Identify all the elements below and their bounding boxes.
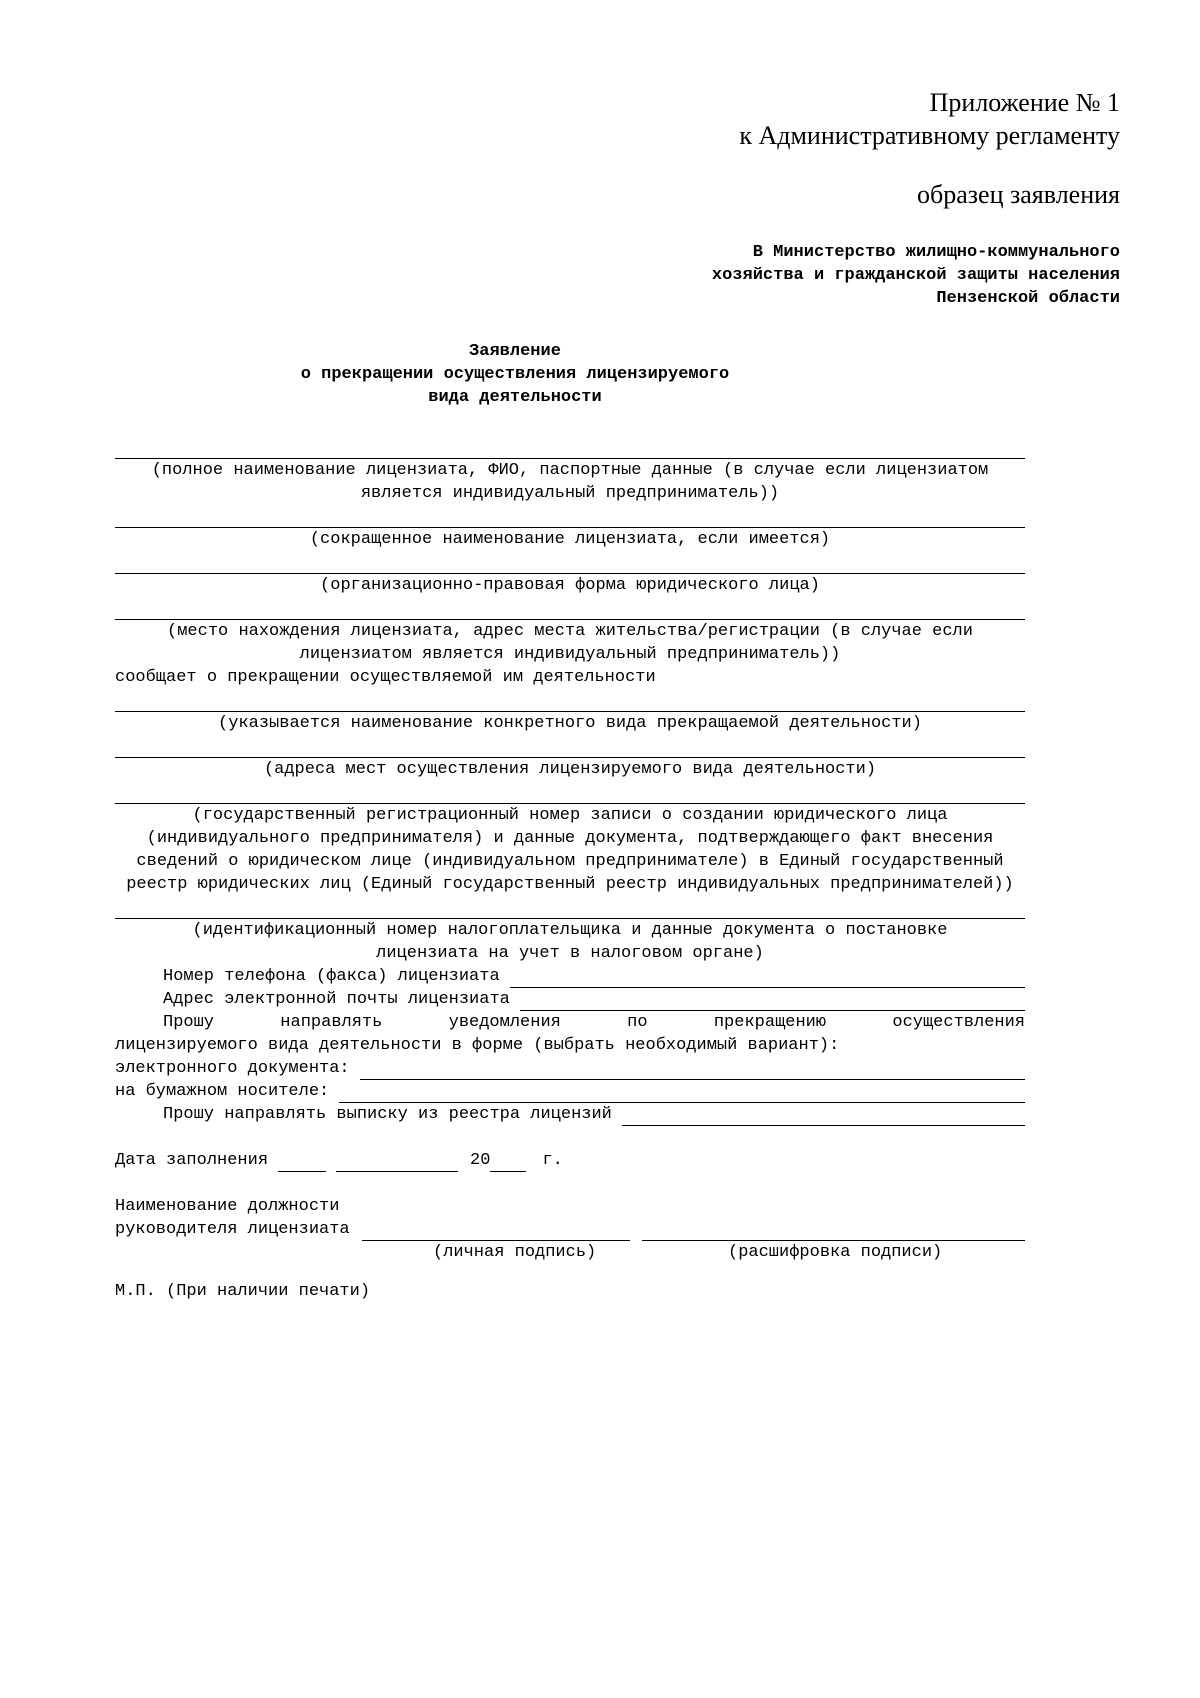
addressee-line: В Министерство жилищно-коммунального	[752, 243, 1120, 262]
activity-caption: (указывается наименование конкретного вида прекращаемой деятельности)	[218, 714, 922, 733]
stamp-note: М.П. (При наличии печати)	[115, 1282, 371, 1301]
document-title	[115, 340, 915, 409]
location-caption: (место нахождения лицензиата, адрес места жительства/регистрации (в случае если лицензиатом является индивидуальный предприниматель))	[167, 622, 984, 664]
date-month-field[interactable]	[336, 1153, 458, 1172]
date-row	[115, 1149, 1025, 1172]
extract-row	[115, 1103, 1025, 1126]
phone-label: Номер телефона (факса) лицензиата	[163, 967, 500, 986]
form-body	[115, 458, 1025, 1303]
date-year-field[interactable]	[490, 1153, 526, 1172]
inn-caption: (идентификационный номер налогоплательщика и данные документа о постановке лицензиата на учет в налоговом органе)	[192, 921, 958, 963]
electronic-label: электронного документа:	[115, 1059, 350, 1078]
email-label: Адрес электронной почты лицензиата	[163, 990, 510, 1009]
phone-field[interactable]	[510, 969, 1025, 988]
email-row	[115, 988, 1025, 1011]
signature-decoding-field[interactable]	[642, 1222, 1025, 1241]
signature-field[interactable]	[362, 1222, 630, 1241]
attachment-reference: к Административному регламенту	[739, 121, 1120, 150]
notify-line-continued: лицензируемого вида деятельности в форме (выбрать необходимый вариант):	[115, 1036, 840, 1055]
legal-form-caption: (организационно-правовая форма юридического лица)	[320, 576, 820, 595]
attachment-number: Приложение № 1	[929, 88, 1120, 117]
paper-medium-field[interactable]	[339, 1084, 1025, 1103]
extract-label: Прошу направлять выписку из реестра лицензий	[163, 1105, 612, 1124]
electronic-row	[115, 1057, 1025, 1080]
registration-caption: (государственный регистрационный номер записи о создании юридического лица (индивидуального предпринимателя) и данные документа, подтверждающего факт внесения сведений о юридическом лице (индивидуальном предпринимателе) в Единый государственный реестр юридических лиц (Единый государственный реестр индивидуальных предпринимателей))	[126, 806, 1014, 894]
year-prefix: 20	[470, 1151, 491, 1170]
title-line: о прекращении осуществления лицензируемого	[300, 365, 730, 384]
sample-label: образец заявления	[917, 180, 1120, 209]
extract-field[interactable]	[622, 1107, 1025, 1126]
email-field[interactable]	[520, 992, 1025, 1011]
electronic-document-field[interactable]	[360, 1061, 1025, 1080]
addresses-caption: (адреса мест осуществления лицензируемого вида деятельности)	[263, 760, 877, 779]
full-name-caption: (полное наименование лицензиата, ФИО, паспортные данные (в случае если лицензиатом является индивидуальный предприниматель))	[151, 461, 999, 503]
addressee-block	[712, 241, 1120, 310]
signature-row	[115, 1218, 1025, 1241]
short-name-caption: (сокращенное наименование лицензиата, если имеется)	[309, 530, 831, 549]
addressee-line: хозяйства и гражданской защиты населения	[711, 266, 1120, 285]
date-label: Дата заполнения	[115, 1151, 269, 1170]
position-label-continued: руководителя лицензиата	[115, 1220, 350, 1239]
signature-captions	[115, 1241, 1025, 1264]
title-line: вида деятельности	[428, 388, 602, 407]
date-day-field[interactable]	[278, 1153, 326, 1172]
paper-label: на бумажном носителе:	[115, 1082, 330, 1101]
title-line: Заявление	[469, 342, 561, 361]
reports-text: сообщает о прекращении осуществляемой им деятельности	[115, 668, 656, 687]
phone-row	[115, 965, 1025, 988]
addressee-line: Пензенской области	[936, 289, 1120, 308]
signature-caption: (личная подпись)	[433, 1243, 597, 1262]
attachment-header	[739, 86, 1120, 152]
notify-line: Прошу направлять уведомления по прекращению осуществления	[163, 1013, 1025, 1032]
position-label: Наименование должности	[115, 1197, 340, 1216]
paper-row	[115, 1080, 1025, 1103]
year-suffix: г.	[542, 1151, 563, 1170]
decoding-caption: (расшифровка подписи)	[728, 1243, 943, 1262]
